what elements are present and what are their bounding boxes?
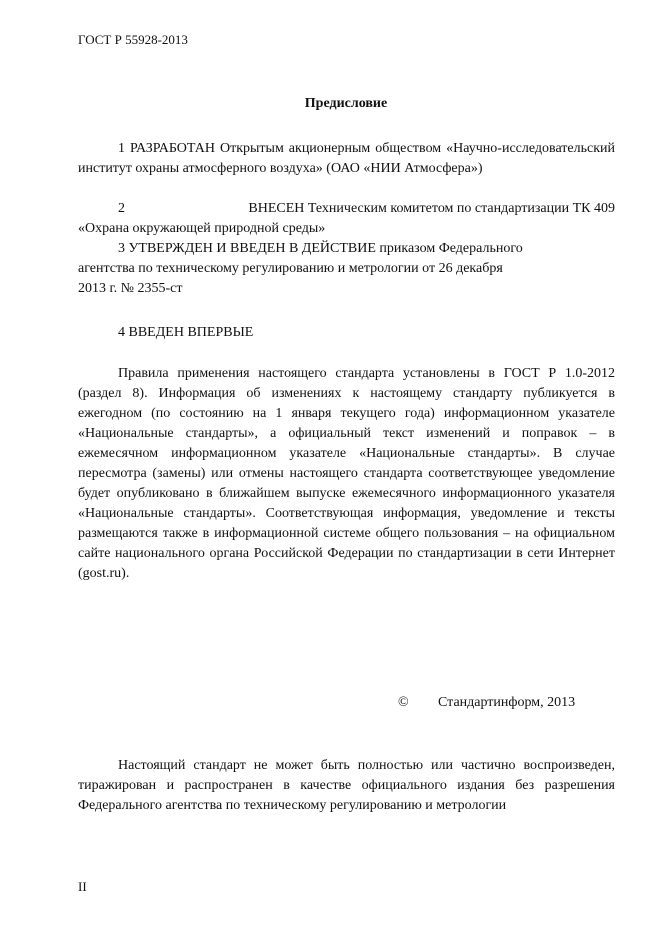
- copyright-line: [398, 693, 575, 713]
- item-introduced: 4 ВВЕДЕН ВПЕРВЫЕ: [118, 325, 254, 340]
- item-developed-by: 1 РАЗРАБОТАН Открытым акционерным обществом «Научно-исследовательский институт охраны атмосферного воздуха» (ОАО «НИИ Атмосфера»): [78, 141, 615, 176]
- document-header: ГОСТ Р 55928-2013: [78, 32, 188, 47]
- rules-paragraph: Правила применения настоящего стандарта установлены в ГОСТ Р 1.0-2012 (раздел 8). Информация об изменениях к настоящему стандарту публикуется в ежегодном (по состоянию на 1 января текущего года) информационном указателе «Национальные стандарты», а официальный текст изменений и поправок – в ежемесячном информационном указателе «Национальные стандарты». В случае пересмотра (замены) или отмены настоящего стандарта соответствующее уведомление будет опубликовано в ближайшем выпуске ежемесячного информационного указателя «Национальные стандарты». Соответствующая информация, уведомление и тексты размещаются также в информационной системе общего пользования – на официальном сайте национального органа Российской Федерации по стандартизации в сети Интернет (gost.ru).: [78, 366, 615, 581]
- item-approved-line-1: 3 УТВЕРЖДЕН И ВВЕДЕН В ДЕЙСТВИЕ приказом Федерального: [118, 241, 523, 256]
- item-submitted-by: [78, 199, 615, 239]
- copyright-icon: ©: [398, 695, 409, 710]
- item-approved-line-2: агентства по техническому регулированию и метрологии от 26 декабря: [78, 261, 503, 276]
- item-approved: [78, 239, 615, 299]
- reproduction-notice: Настоящий стандарт не может быть полностью или частично воспроизведен, тиражирован и распространен в качестве официального издания без разрешения Федерального агентства по техническому регулированию и метрологии: [78, 758, 615, 813]
- item-approved-line-3: 2013 г. № 2355-ст: [78, 281, 183, 296]
- item-submitted-first-line: [78, 199, 615, 219]
- item-submitted-number: 2: [118, 201, 125, 216]
- item-submitted-committee: «Охрана окружающей природной среды»: [78, 221, 326, 236]
- page-number: II: [78, 879, 87, 894]
- page-title: Предисловие: [304, 96, 388, 111]
- item-submitted-text: ВНЕСЕН Техническим комитетом по стандартизации ТК 409: [248, 201, 615, 216]
- copyright-holder: Стандартинформ, 2013: [438, 695, 576, 710]
